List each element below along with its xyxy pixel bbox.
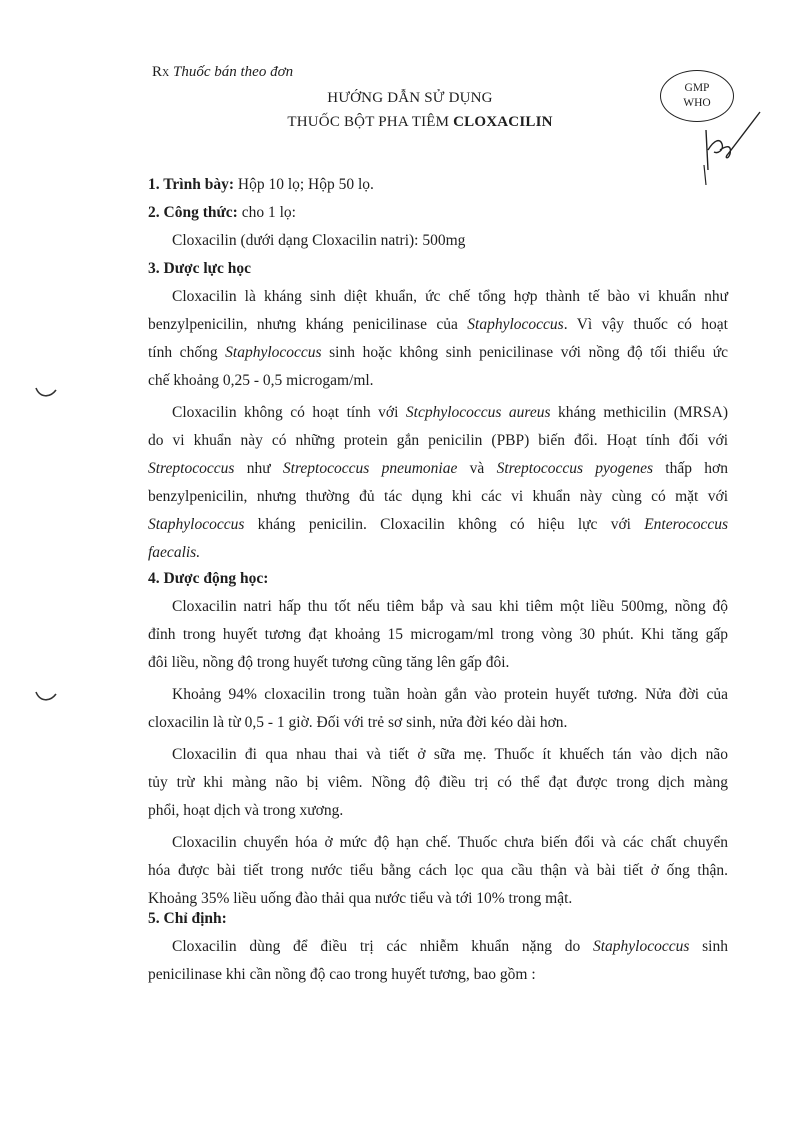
pd-p2-line4: benzylpenicilin, nhưng thường đủ tác dụng khi các vi khuẩn này cùng có mặt với <box>148 488 728 505</box>
rx-x: X <box>162 68 170 79</box>
rx-r: R <box>152 64 163 80</box>
section-indications <box>148 905 728 989</box>
pk-p3-line2: tủy trừ khi màng não bị viêm. Nồng độ điều trị có thể đạt được trong dịch màng <box>148 774 728 791</box>
section-pharmacokinetics <box>148 565 728 913</box>
pd-p2-line3: Streptococcus như Streptococcus pneumoniae và Streptococcus pyogenes thấp hơn <box>148 460 728 477</box>
pk-p1-line1: Cloxacilin natri hấp thu tốt nếu tiêm bắp và sau khi tiêm một liều 500mg, nồng độ <box>172 598 728 615</box>
ind-p1-line1: Cloxacilin dùng để điều trị các nhiễm khuẩn nặng do Staphylococcus sinh <box>172 938 728 955</box>
section-1-text: Hộp 10 lọ; Hộp 50 lọ. <box>234 176 374 193</box>
pd-p2-line5: Staphylococcus kháng penicilin. Cloxacilin không có hiệu lực với Enterococcus <box>148 516 728 533</box>
section-3-heading: 3. Dược lực học <box>148 260 251 277</box>
section-5-heading: 5. Chỉ định: <box>148 910 227 927</box>
pd-p2-line2: do vi khuẩn này có những protein gắn penicilin (PBP) biến đổi. Hoạt tính đối với <box>148 432 728 449</box>
punch-mark-lower <box>34 690 58 704</box>
document-title: HƯỚNG DẪN SỬ DỤNG <box>327 90 493 106</box>
pd-p2-line6: faecalis. <box>148 544 201 561</box>
pk-p3-line3: phổi, hoạt dịch và trong xương. <box>148 802 344 819</box>
pd-p1-line1: Cloxacilin là kháng sinh diệt khuẩn, ức chế tổng hợp thành tế bào vi khuẩn như <box>172 288 728 305</box>
punch-mark-upper <box>34 386 58 400</box>
pk-p1-line3: đôi liều, nồng độ trong huyết tương cũng tăng lên gấp đôi. <box>148 654 510 671</box>
section-formula <box>148 199 728 255</box>
pd-p1-line2: benzylpenicilin, nhưng kháng penicilinase của Staphylococcus. Vì vậy thuốc có hoạt <box>148 316 728 333</box>
drug-name: CLOXACILIN <box>453 114 553 130</box>
section-2-text: cho 1 lọ: <box>237 204 296 221</box>
pd-p1-line3: tính chống Staphylococcus sinh hoặc không sinh penicilinase với nồng độ tối thiểu ức <box>148 344 728 361</box>
pk-p2-line2: cloxacilin là từ 0,5 - 1 giờ. Đối với trẻ sơ sinh, nửa đời kéo dài hơn. <box>148 714 568 731</box>
pk-p4-line2: hóa được bài tiết trong nước tiểu bằng cách lọc qua cầu thận và bài tiết ở ống thận. <box>148 862 728 879</box>
pk-p4-line3: Khoảng 35% liều uống đào thải qua nước tiểu và tới 10% trong mật. <box>148 890 573 907</box>
section-presentation <box>148 171 728 199</box>
section-1-heading: 1. Trình bày: <box>148 176 234 193</box>
rx-text: Thuốc bán theo đơn <box>173 64 294 80</box>
badge-who: WHO <box>683 97 711 109</box>
section-pharmacodynamics <box>148 255 728 567</box>
ind-p1-line2: penicilinase khi cần nồng độ cao trong huyết tương, bao gồm : <box>148 966 536 983</box>
section-2-heading: 2. Công thức: <box>148 204 238 221</box>
pd-p2-line1: Cloxacilin không có hoạt tính với Stcphylococcus aureus kháng methicilin (MRSA) <box>172 404 728 421</box>
pk-p1-line2: đỉnh trong huyết tương đạt khoảng 15 microgam/ml trong vòng 30 phút. Khi tăng gấp <box>148 626 728 643</box>
pk-p2-line1: Khoảng 94% cloxacilin trong tuần hoàn gắn vào protein huyết tương. Nửa đời của <box>172 686 728 703</box>
subtitle-prefix: THUỐC BỘT PHA TIÊM <box>287 114 454 130</box>
formula-line: Cloxacilin (dưới dạng Cloxacilin natri): 500mg <box>172 232 466 249</box>
pd-p1-line4: chế khoảng 0,25 - 0,5 microgam/ml. <box>148 372 374 389</box>
badge-gmp: GMP <box>684 82 710 94</box>
section-4-heading: 4. Dược động học: <box>148 570 269 587</box>
pk-p3-line1: Cloxacilin đi qua nhau thai và tiết ở sữa mẹ. Thuốc ít khuếch tán vào dịch não <box>172 746 728 763</box>
pk-p4-line1: Cloxacilin chuyển hóa ở mức độ hạn chế. Thuốc chưa biến đổi và các chất chuyển <box>172 834 728 851</box>
prescription-note <box>152 64 293 81</box>
